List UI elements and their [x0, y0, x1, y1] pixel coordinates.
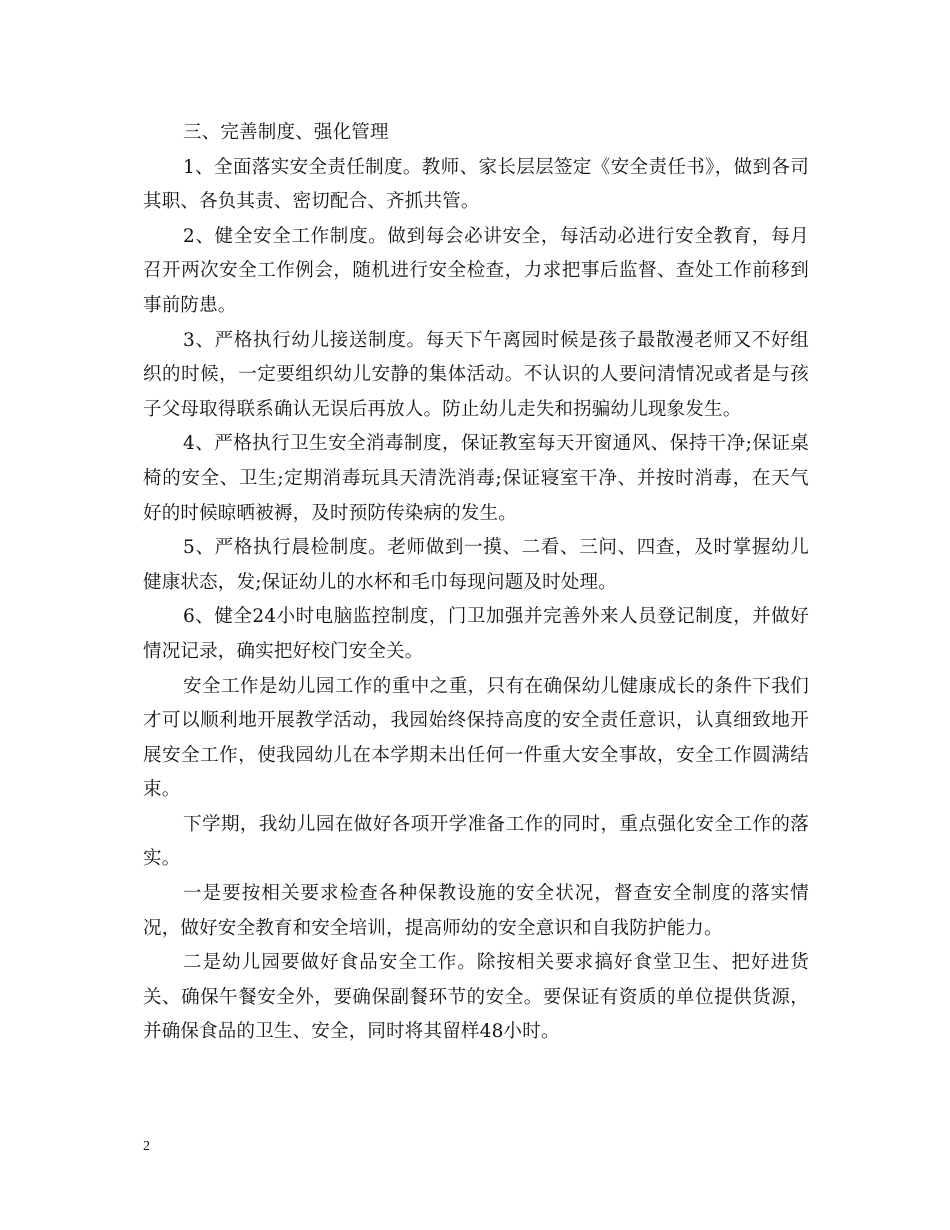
- paragraph: 6、健全24小时电脑监控制度，门卫加强并完善外来人员登记制度，并做好情况记录，确实把好校门安全关。: [143, 606, 809, 662]
- page-number: 2: [143, 1139, 150, 1154]
- paragraph: 5、严格执行晨检制度。老师做到一摸、二看、三问、四查，及时掌握幼儿健康状态，发;保证幼儿的水杯和毛巾每现问题及时处理。: [143, 537, 809, 593]
- paragraph: 2、健全安全工作制度。做到每会必讲安全，每活动必进行安全教育，每月召开两次安全工作例会，随机进行安全检查，力求把事后监督、查处工作前移到事前防患。: [143, 225, 809, 316]
- paragraph: 1、全面落实安全责任制度。教师、家长层层签定《安全责任书》，做到各司其职、各负其责、密切配合、齐抓共管。: [143, 156, 809, 213]
- paragraph: 一是要按相关要求检查各种保教设施的安全状况，督查安全制度的落实情况，做好安全教育和安全培训，提高师幼的安全意识和自我防护能力。: [143, 883, 809, 939]
- document-body: [143, 116, 809, 1050]
- section-heading: 三、完善制度、强化管理: [183, 122, 389, 143]
- paragraph: 3、严格执行幼儿接送制度。每天下午离园时候是孩子最散漫老师又不好组织的时候，一定要组织幼儿安静的集体活动。不认识的人要问清情况或者是与孩子父母取得联系确认无误后再放人。防止幼儿走失和拐骗幼儿现象发生。: [143, 329, 809, 420]
- paragraph: 二是幼儿园要做好食品安全工作。除按相关要求搞好食堂卫生、把好进货关、确保午餐安全外，要确保副餐环节的安全。要保证有资质的单位提供货源，并确保食品的卫生、安全，同时将其留样48小时。: [143, 952, 809, 1043]
- paragraph: 安全工作是幼儿园工作的重中之重，只有在确保幼儿健康成长的条件下我们才可以顺利地开展教学活动，我园始终保持高度的安全责任意识，认真细致地开展安全工作，使我园幼儿在本学期未出任何一件重大安全事故，安全工作圆满结束。: [143, 675, 809, 801]
- paragraph: 4、严格执行卫生安全消毒制度，保证教室每天开窗通风、保持干净;保证桌椅的安全、卫生;定期消毒玩具天清洗消毒;保证寝室干净、并按时消毒，在天气好的时候晾晒被褥，及时预防传染病的发生。: [143, 433, 809, 524]
- paragraph: 下学期，我幼儿园在做好各项开学准备工作的同时，重点强化安全工作的落实。: [143, 813, 809, 870]
